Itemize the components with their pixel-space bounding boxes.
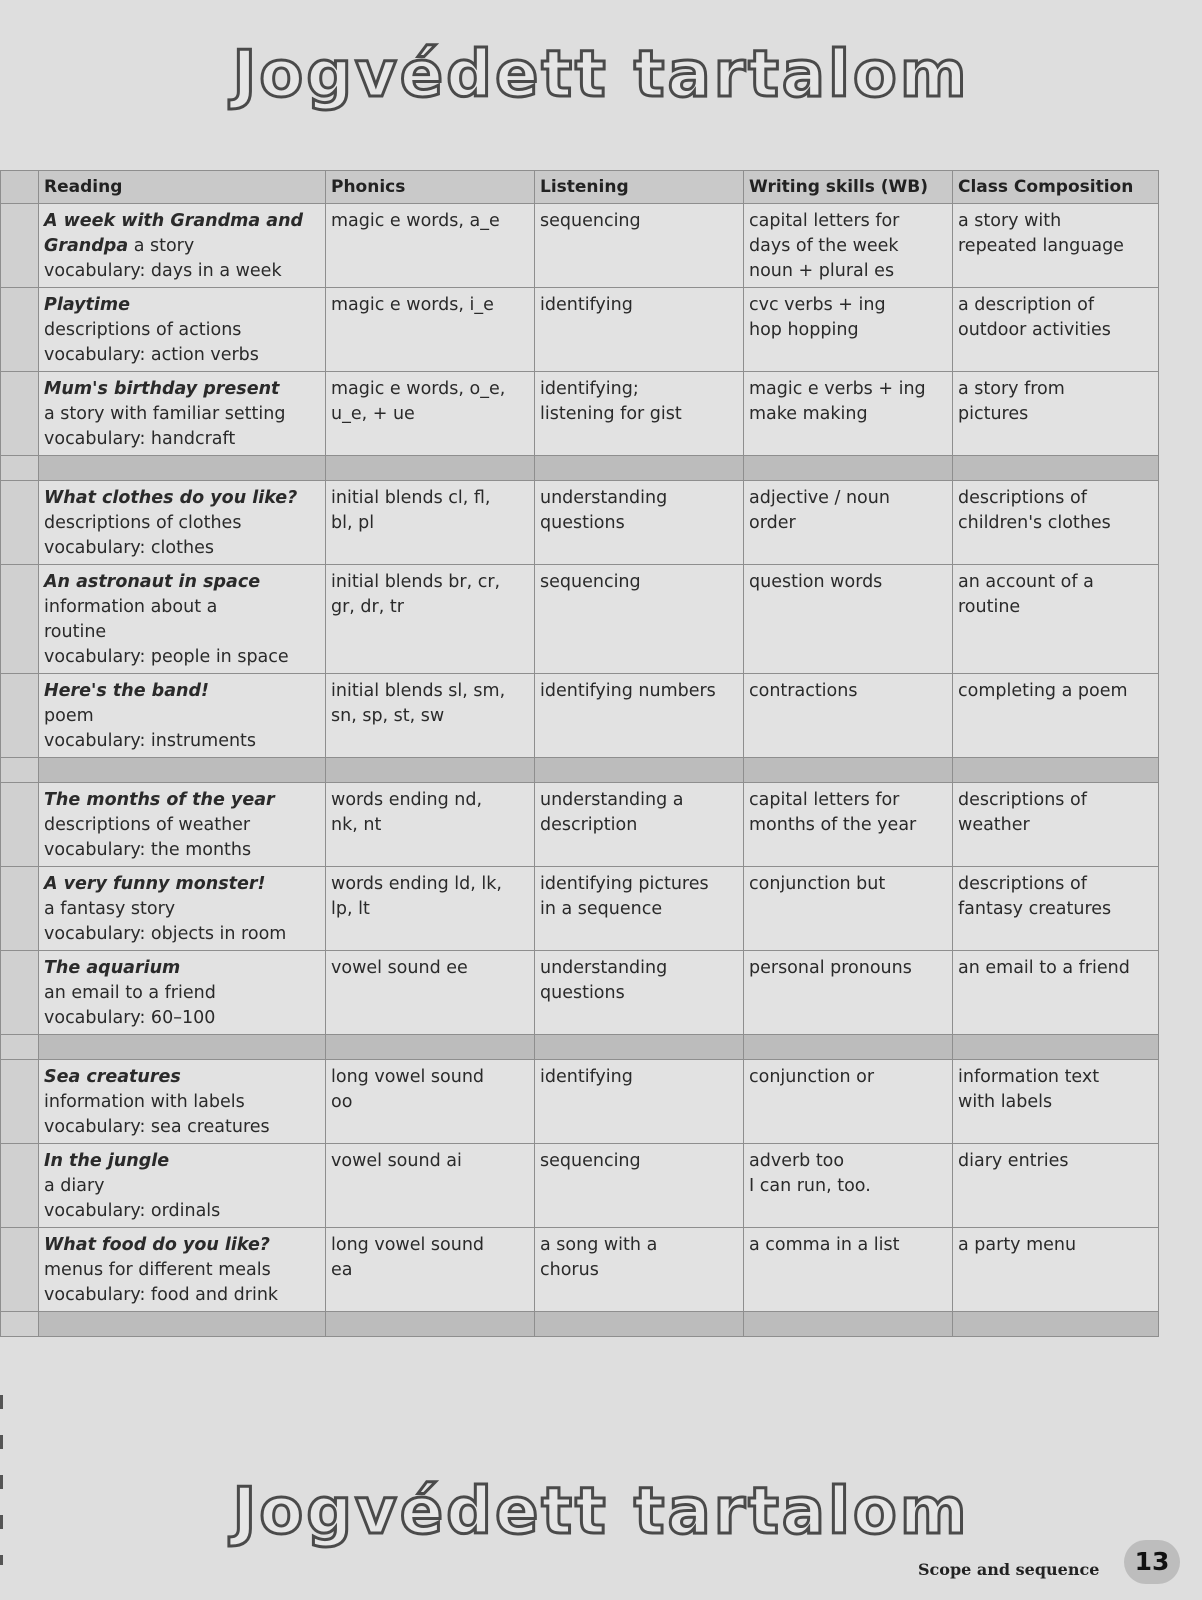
row-lead-cell: [1, 674, 39, 758]
separator-cell: [1, 1312, 39, 1337]
writing-skills-line: adverb too: [749, 1151, 845, 1171]
reading-cell: [39, 1144, 326, 1228]
composition-cell: [953, 204, 1159, 288]
header-lead-cell: [1, 171, 39, 204]
separator-cell: [39, 758, 326, 783]
composition-line: weather: [958, 815, 1030, 835]
listening-line: understanding a: [540, 790, 684, 810]
reading-title: The aquarium: [44, 958, 181, 978]
writing-skills-cell: [744, 867, 953, 951]
reading-line: vocabulary: handcraft: [44, 429, 236, 449]
table-row: [1, 867, 1159, 951]
reading-cell: [39, 288, 326, 372]
reading-line: vocabulary: objects in room: [44, 924, 287, 944]
reading-line: vocabulary: days in a week: [44, 261, 282, 281]
listening-line: understanding: [540, 958, 668, 978]
phonics-cell: [326, 204, 535, 288]
separator-cell: [1, 758, 39, 783]
table-body: [1, 204, 1159, 1337]
phonics-line: words ending nd,: [331, 790, 483, 810]
listening-cell: [535, 204, 744, 288]
reading-line: menus for different meals: [44, 1260, 271, 1280]
writing-skills-line: hop hopping: [749, 320, 859, 340]
composition-cell: [953, 565, 1159, 674]
listening-cell: [535, 372, 744, 456]
listening-line: identifying: [540, 295, 633, 315]
reading-cell: [39, 674, 326, 758]
composition-cell: [953, 951, 1159, 1035]
reading-cell: [39, 481, 326, 565]
row-lead-cell: [1, 372, 39, 456]
listening-line: listening for gist: [540, 404, 682, 424]
phonics-cell: [326, 288, 535, 372]
phonics-line: ea: [331, 1260, 353, 1280]
table-row: [1, 288, 1159, 372]
table-row: [1, 565, 1159, 674]
row-lead-cell: [1, 951, 39, 1035]
separator-cell: [39, 1312, 326, 1337]
row-lead-cell: [1, 481, 39, 565]
composition-line: an email to a friend: [958, 958, 1130, 978]
header-writing-skills: Writing skills (WB): [744, 171, 953, 204]
phonics-line: gr, dr, tr: [331, 597, 404, 617]
phonics-line: magic e words, a_e: [331, 211, 500, 231]
table-row: [1, 674, 1159, 758]
listening-line: a song with a: [540, 1235, 658, 1255]
header-phonics: Phonics: [326, 171, 535, 204]
phonics-line: long vowel sound: [331, 1235, 485, 1255]
row-lead-cell: [1, 288, 39, 372]
reading-line: information with labels: [44, 1092, 245, 1112]
reading-line: information about a: [44, 597, 218, 617]
composition-line: routine: [958, 597, 1021, 617]
separator-cell: [535, 758, 744, 783]
writing-skills-cell: [744, 1060, 953, 1144]
reading-line: vocabulary: people in space: [44, 647, 289, 667]
composition-line: a party menu: [958, 1235, 1077, 1255]
composition-cell: [953, 1144, 1159, 1228]
reading-line: descriptions of actions: [44, 320, 242, 340]
row-lead-cell: [1, 565, 39, 674]
table-row: [1, 372, 1159, 456]
listening-line: identifying;: [540, 379, 639, 399]
listening-line: identifying numbers: [540, 681, 716, 701]
separator-cell: [744, 456, 953, 481]
separator-cell: [326, 456, 535, 481]
composition-line: an account of a: [958, 572, 1094, 592]
row-lead-cell: [1, 783, 39, 867]
composition-line: a description of: [958, 295, 1095, 315]
reading-title: What clothes do you like?: [44, 488, 298, 508]
composition-line: children's clothes: [958, 513, 1111, 533]
writing-skills-line: cvc verbs + ing: [749, 295, 886, 315]
writing-skills-cell: [744, 204, 953, 288]
composition-cell: [953, 867, 1159, 951]
listening-cell: [535, 288, 744, 372]
reading-title: Playtime: [44, 295, 130, 315]
separator-cell: [744, 758, 953, 783]
phonics-cell: [326, 867, 535, 951]
composition-cell: [953, 783, 1159, 867]
reading-title: Sea creatures: [44, 1067, 181, 1087]
reading-line: vocabulary: instruments: [44, 731, 257, 751]
phonics-cell: [326, 372, 535, 456]
writing-skills-cell: [744, 783, 953, 867]
reading-line: descriptions of weather: [44, 815, 251, 835]
watermark-bottom: Jogvédett tartalom: [232, 1475, 970, 1549]
listening-line: questions: [540, 983, 625, 1003]
composition-line: information text: [958, 1067, 1100, 1087]
separator-cell: [535, 456, 744, 481]
reading-line: a story with familiar setting: [44, 404, 286, 424]
reading-cell: [39, 565, 326, 674]
writing-skills-line: question words: [749, 572, 883, 592]
writing-skills-line: months of the year: [749, 815, 917, 835]
reading-line: vocabulary: food and drink: [44, 1285, 279, 1305]
writing-skills-line: make making: [749, 404, 868, 424]
phonics-line: initial blends sl, sm,: [331, 681, 506, 701]
phonics-line: initial blends br, cr,: [331, 572, 501, 592]
writing-skills-line: days of the week: [749, 236, 899, 256]
separator-cell: [1, 456, 39, 481]
reading-title: An astronaut in space: [44, 572, 261, 592]
writing-skills-cell: [744, 951, 953, 1035]
phonics-line: words ending ld, lk,: [331, 874, 502, 894]
reading-line: vocabulary: the months: [44, 840, 252, 860]
separator-cell: [39, 456, 326, 481]
reading-line: descriptions of clothes: [44, 513, 242, 533]
writing-skills-cell: [744, 372, 953, 456]
table-row: [1, 1144, 1159, 1228]
listening-line: identifying pictures: [540, 874, 709, 894]
phonics-line: magic e words, o_e,: [331, 379, 506, 399]
writing-skills-line: order: [749, 513, 796, 533]
reading-cell: [39, 867, 326, 951]
separator-cell: [326, 1035, 535, 1060]
composition-cell: [953, 1228, 1159, 1312]
reading-title: What food do you like?: [44, 1235, 270, 1255]
phonics-line: initial blends cl, fl,: [331, 488, 491, 508]
reading-line: poem: [44, 706, 94, 726]
listening-line: in a sequence: [540, 899, 663, 919]
listening-line: understanding: [540, 488, 668, 508]
table-row: [1, 951, 1159, 1035]
listening-line: sequencing: [540, 211, 641, 231]
listening-cell: [535, 1144, 744, 1228]
phonics-line: sn, sp, st, sw: [331, 706, 445, 726]
writing-skills-cell: [744, 1228, 953, 1312]
writing-skills-cell: [744, 674, 953, 758]
phonics-cell: [326, 674, 535, 758]
separator-cell: [1, 1035, 39, 1060]
reading-line: routine: [44, 622, 107, 642]
composition-line: a story with: [958, 211, 1062, 231]
phonics-line: lp, lt: [331, 899, 370, 919]
composition-cell: [953, 481, 1159, 565]
phonics-cell: [326, 481, 535, 565]
listening-cell: [535, 565, 744, 674]
reading-line: vocabulary: 60–100: [44, 1008, 216, 1028]
phonics-cell: [326, 1060, 535, 1144]
listening-cell: [535, 951, 744, 1035]
unit-separator-row: [1, 1312, 1159, 1337]
reading-title: Here's the band!: [44, 681, 209, 701]
page-number: 13: [1124, 1540, 1180, 1584]
table-row: [1, 1060, 1159, 1144]
separator-cell: [953, 1312, 1159, 1337]
footer-label: Scope and sequence: [918, 1560, 1100, 1579]
row-lead-cell: [1, 204, 39, 288]
listening-line: questions: [540, 513, 625, 533]
writing-skills-cell: [744, 481, 953, 565]
composition-line: diary entries: [958, 1151, 1069, 1171]
phonics-line: oo: [331, 1092, 353, 1112]
listening-line: identifying: [540, 1067, 633, 1087]
reading-title: A very funny monster!: [44, 874, 266, 894]
watermark-top: Jogvédett tartalom: [232, 38, 970, 112]
listening-line: description: [540, 815, 638, 835]
writing-skills-line: conjunction or: [749, 1067, 875, 1087]
writing-skills-line: capital letters for: [749, 790, 900, 810]
reading-line: vocabulary: ordinals: [44, 1201, 221, 1221]
phonics-line: vowel sound ee: [331, 958, 468, 978]
composition-cell: [953, 674, 1159, 758]
reading-title: The months of the year: [44, 790, 275, 810]
phonics-cell: [326, 951, 535, 1035]
composition-line: with labels: [958, 1092, 1053, 1112]
page-edge-marks: [0, 1395, 3, 1565]
writing-skills-cell: [744, 288, 953, 372]
listening-line: sequencing: [540, 572, 641, 592]
phonics-line: bl, pl: [331, 513, 375, 533]
composition-cell: [953, 372, 1159, 456]
writing-skills-line: magic e verbs + ing: [749, 379, 926, 399]
table-row: [1, 1228, 1159, 1312]
separator-cell: [535, 1312, 744, 1337]
header-class-composition: Class Composition: [953, 171, 1159, 204]
table-row: [1, 204, 1159, 288]
separator-cell: [744, 1312, 953, 1337]
separator-cell: [953, 758, 1159, 783]
writing-skills-line: adjective / noun: [749, 488, 890, 508]
unit-separator-row: [1, 456, 1159, 481]
writing-skills-line: noun + plural es: [749, 261, 895, 281]
reading-line: vocabulary: action verbs: [44, 345, 259, 365]
composition-line: a story from: [958, 379, 1065, 399]
phonics-line: nk, nt: [331, 815, 382, 835]
unit-separator-row: [1, 1035, 1159, 1060]
reading-cell: [39, 1060, 326, 1144]
phonics-cell: [326, 783, 535, 867]
reading-cell: [39, 372, 326, 456]
table-row: [1, 481, 1159, 565]
table-row: [1, 783, 1159, 867]
listening-cell: [535, 783, 744, 867]
phonics-line: long vowel sound: [331, 1067, 485, 1087]
composition-line: descriptions of: [958, 488, 1087, 508]
composition-line: fantasy creatures: [958, 899, 1112, 919]
header-reading: Reading: [39, 171, 326, 204]
reading-line: a diary: [44, 1176, 105, 1196]
reading-cell: [39, 1228, 326, 1312]
reading-line: a fantasy story: [44, 899, 176, 919]
composition-cell: [953, 288, 1159, 372]
reading-title: A week with Grandma and Grandpa: [44, 211, 304, 256]
reading-cell: [39, 204, 326, 288]
row-lead-cell: [1, 1144, 39, 1228]
composition-line: completing a poem: [958, 681, 1128, 701]
writing-skills-cell: [744, 565, 953, 674]
reading-title: Mum's birthday present: [44, 379, 280, 399]
row-lead-cell: [1, 1060, 39, 1144]
phonics-cell: [326, 565, 535, 674]
phonics-line: magic e words, i_e: [331, 295, 494, 315]
row-lead-cell: [1, 867, 39, 951]
scope-and-sequence-table: [0, 170, 1159, 1337]
reading-line: a story: [133, 236, 195, 256]
table-header-row: [1, 171, 1159, 204]
listening-line: sequencing: [540, 1151, 641, 1171]
reading-line: vocabulary: clothes: [44, 538, 214, 558]
reading-cell: [39, 951, 326, 1035]
separator-cell: [744, 1035, 953, 1060]
listening-cell: [535, 1060, 744, 1144]
composition-line: descriptions of: [958, 874, 1087, 894]
composition-line: descriptions of: [958, 790, 1087, 810]
reading-line: an email to a friend: [44, 983, 216, 1003]
composition-line: outdoor activities: [958, 320, 1111, 340]
composition-line: pictures: [958, 404, 1029, 424]
writing-skills-line: I can run, too.: [749, 1176, 871, 1196]
separator-cell: [326, 758, 535, 783]
separator-cell: [953, 456, 1159, 481]
separator-cell: [953, 1035, 1159, 1060]
separator-cell: [326, 1312, 535, 1337]
composition-line: repeated language: [958, 236, 1124, 256]
unit-separator-row: [1, 758, 1159, 783]
listening-line: chorus: [540, 1260, 599, 1280]
listening-cell: [535, 481, 744, 565]
separator-cell: [535, 1035, 744, 1060]
listening-cell: [535, 674, 744, 758]
writing-skills-line: contractions: [749, 681, 858, 701]
header-listening: Listening: [535, 171, 744, 204]
writing-skills-cell: [744, 1144, 953, 1228]
reading-cell: [39, 783, 326, 867]
phonics-cell: [326, 1228, 535, 1312]
listening-cell: [535, 1228, 744, 1312]
separator-cell: [39, 1035, 326, 1060]
reading-line: vocabulary: sea creatures: [44, 1117, 270, 1137]
row-lead-cell: [1, 1228, 39, 1312]
phonics-cell: [326, 1144, 535, 1228]
writing-skills-line: personal pronouns: [749, 958, 912, 978]
phonics-line: vowel sound ai: [331, 1151, 462, 1171]
reading-title: In the jungle: [44, 1151, 170, 1171]
writing-skills-line: capital letters for: [749, 211, 900, 231]
composition-cell: [953, 1060, 1159, 1144]
writing-skills-line: conjunction but: [749, 874, 886, 894]
writing-skills-line: a comma in a list: [749, 1235, 900, 1255]
listening-cell: [535, 867, 744, 951]
phonics-line: u_e, + ue: [331, 404, 415, 424]
